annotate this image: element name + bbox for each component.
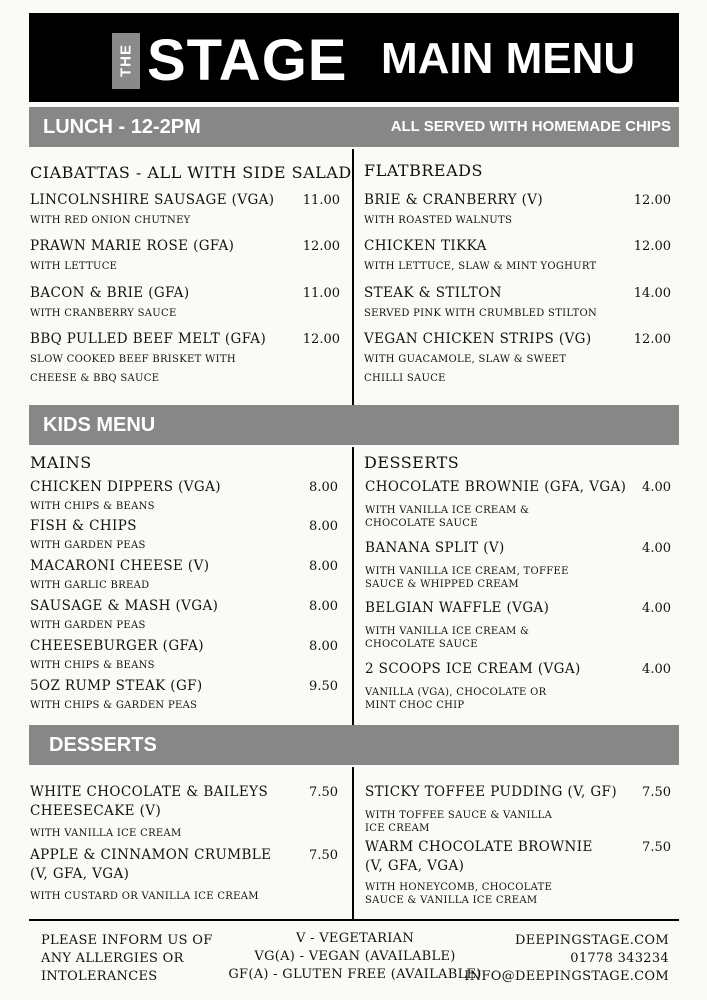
menu-item [30, 677, 338, 712]
item-price: 8.00 [309, 519, 338, 534]
item-desc: WITH CUSTARD OR VANILLA ICE CREAM [30, 891, 259, 902]
item-price: 14.00 [633, 286, 671, 301]
item-name: 2 SCOOPS ICE CREAM (VGA) [365, 661, 581, 677]
footer-rule [29, 919, 679, 921]
item-price: 4.00 [642, 541, 671, 556]
item-price: 12.00 [633, 193, 671, 208]
kids-mains-heading: MAINS [30, 453, 92, 472]
item-price: 8.00 [309, 480, 338, 495]
menu-item [365, 660, 671, 712]
item-name: BANANA SPLIT (V) [365, 540, 505, 556]
desserts-divider [352, 767, 354, 920]
item-name: SAUSAGE & MASH (VGA) [30, 598, 219, 614]
menu-item [30, 597, 338, 632]
item-desc: WITH GARDEN PEAS [30, 620, 146, 631]
menu-item [365, 599, 671, 651]
page-title: MAIN MENU [381, 34, 636, 83]
item-name: VEGAN CHICKEN STRIPS (VG) [364, 331, 592, 347]
allergy-line: PLEASE INFORM US OF [41, 933, 213, 948]
menu-item [364, 284, 671, 320]
item-name: BACON & BRIE (GFA) [30, 285, 190, 301]
item-name: CHOCOLATE BROWNIE (GFA, VGA) [365, 479, 627, 495]
item-desc: WITH HONEYCOMB, CHOCOLATE SAUCE & VANILLA ICE CREAM [365, 882, 553, 906]
contact-info [464, 932, 669, 986]
item-desc: WITH RED ONION CHUTNEY [30, 215, 191, 226]
item-name: MACARONI CHEESE (V) [30, 558, 210, 574]
item-name: LINCOLNSHIRE SAUSAGE (VGA) [30, 192, 275, 208]
menu-item [364, 237, 671, 273]
item-name: STICKY TOFFEE PUDDING (V, GF) [365, 784, 617, 800]
item-price: 7.50 [642, 785, 671, 800]
item-price: 7.50 [642, 840, 671, 855]
item-desc: SLOW COOKED BEEF BRISKET WITH CHEESE & BBQ SAUCE [30, 354, 236, 384]
menu-item [30, 637, 338, 672]
key-line: V - VEGETARIAN [295, 931, 415, 946]
item-desc: WITH LETTUCE [30, 261, 118, 272]
menu-item [365, 478, 671, 530]
item-desc: WITH GUACAMOLE, SLAW & SWEET CHILLI SAUCE [364, 354, 567, 384]
item-desc: WITH VANILLA ICE CREAM & CHOCOLATE SAUCE [365, 505, 530, 529]
item-price: 7.50 [309, 848, 338, 863]
logo-stage: STAGE [147, 28, 348, 93]
item-price: 8.00 [309, 639, 338, 654]
menu-item [30, 191, 340, 227]
item-desc: WITH VANILLA ICE CREAM & CHOCOLATE SAUCE [365, 626, 530, 650]
item-desc: WITH ROASTED WALNUTS [364, 215, 513, 226]
kids-label: KIDS MENU [43, 414, 156, 436]
item-price: 9.50 [309, 679, 338, 694]
menu-item [30, 478, 338, 513]
item-name: WHITE CHOCOLATE & BAILEYS CHEESECAKE (V) [30, 784, 269, 819]
key-line: VG(A) - VEGAN (AVAILABLE) [254, 949, 456, 964]
item-desc: WITH CHIPS & BEANS [30, 660, 155, 671]
item-desc: WITH GARDEN PEAS [30, 540, 146, 551]
menu-item [364, 191, 671, 227]
item-price: 7.50 [309, 785, 338, 800]
menu-item [365, 539, 671, 591]
menu-item [30, 237, 340, 273]
menu-item [365, 783, 671, 835]
email-link[interactable]: INFO@DEEPINGSTAGE.COM [464, 969, 669, 984]
item-desc: WITH TOFFEE SAUCE & VANILLA ICE CREAM [365, 810, 553, 834]
item-name: FISH & CHIPS [30, 518, 137, 534]
item-name: BELGIAN WAFFLE (VGA) [365, 600, 550, 616]
item-price: 11.00 [302, 286, 340, 301]
item-price: 4.00 [642, 480, 671, 495]
item-desc: WITH CRANBERRY SAUCE [30, 308, 177, 319]
item-price: 12.00 [633, 239, 671, 254]
desserts-band [29, 725, 679, 765]
item-name: APPLE & CINNAMON CRUMBLE (V, GFA, VGA) [30, 847, 272, 882]
item-desc: WITH VANILLA ICE CREAM [30, 828, 182, 839]
item-desc: WITH LETTUCE, SLAW & MINT YOGHURT [364, 261, 597, 272]
item-price: 12.00 [633, 332, 671, 347]
menu-item [30, 517, 338, 552]
allergy-notice [41, 932, 213, 986]
item-price: 12.00 [302, 239, 340, 254]
kids-band [29, 405, 679, 445]
website-link[interactable]: DEEPINGSTAGE.COM [514, 933, 669, 948]
item-desc: WITH CHIPS & BEANS [30, 501, 155, 512]
item-name: CHICKEN DIPPERS (VGA) [30, 479, 221, 495]
item-name: BRIE & CRANBERRY (V) [364, 192, 544, 208]
menu-header [29, 13, 679, 102]
item-desc: SERVED PINK WITH CRUMBLED STILTON [364, 308, 598, 319]
desserts-label: DESSERTS [49, 734, 157, 756]
item-name: CHICKEN TIKKA [364, 238, 487, 254]
menu-item [30, 846, 338, 903]
item-price: 8.00 [309, 599, 338, 614]
menu-item [365, 838, 671, 907]
item-name: WARM CHOCOLATE BROWNIE (V, GFA, VGA) [365, 839, 593, 874]
allergy-line: ANY ALLERGIES OR [41, 951, 184, 966]
item-name: STEAK & STILTON [364, 285, 502, 301]
menu-item [30, 330, 340, 388]
flatbreads-heading: FLATBREADS [364, 161, 483, 180]
kids-desserts-heading: DESSERTS [364, 453, 460, 472]
item-name: PRAWN MARIE ROSE (GFA) [30, 238, 235, 254]
item-name: 5OZ RUMP STEAK (GF) [30, 678, 203, 694]
item-name: CHEESEBURGER (GFA) [30, 638, 204, 654]
item-price: 12.00 [302, 332, 340, 347]
ciabattas-heading: CIABATTAS - ALL WITH SIDE SALAD [30, 163, 352, 182]
lunch-divider [352, 149, 354, 405]
menu-item [30, 284, 340, 320]
menu-item [364, 330, 671, 388]
item-price: 4.00 [642, 601, 671, 616]
allergy-line: INTOLERANCES [41, 969, 158, 984]
item-desc: VANILLA (VGA), CHOCOLATE OR MINT CHOC CHIP [365, 687, 547, 711]
kids-divider [352, 447, 354, 725]
phone-number[interactable]: 01778 343234 [570, 951, 669, 966]
menu-item [30, 783, 338, 840]
logo-the: THE [112, 33, 140, 89]
item-price: 4.00 [642, 662, 671, 677]
item-desc: WITH GARLIC BREAD [30, 580, 150, 591]
lunch-note: ALL SERVED WITH HOMEMADE CHIPS [390, 118, 671, 135]
item-price: 8.00 [309, 559, 338, 574]
item-name: BBQ PULLED BEEF MELT (GFA) [30, 331, 267, 347]
item-desc: WITH CHIPS & GARDEN PEAS [30, 700, 198, 711]
menu-item [30, 557, 338, 592]
dietary-key [210, 930, 500, 984]
lunch-band [29, 107, 679, 147]
key-line: GF(A) - GLUTEN FREE (AVAILABLE) [228, 967, 482, 982]
lunch-label: LUNCH - 12-2PM [43, 116, 201, 138]
item-desc: WITH VANILLA ICE CREAM, TOFFEE SAUCE & WHIPPED CREAM [365, 566, 569, 590]
item-price: 11.00 [302, 193, 340, 208]
